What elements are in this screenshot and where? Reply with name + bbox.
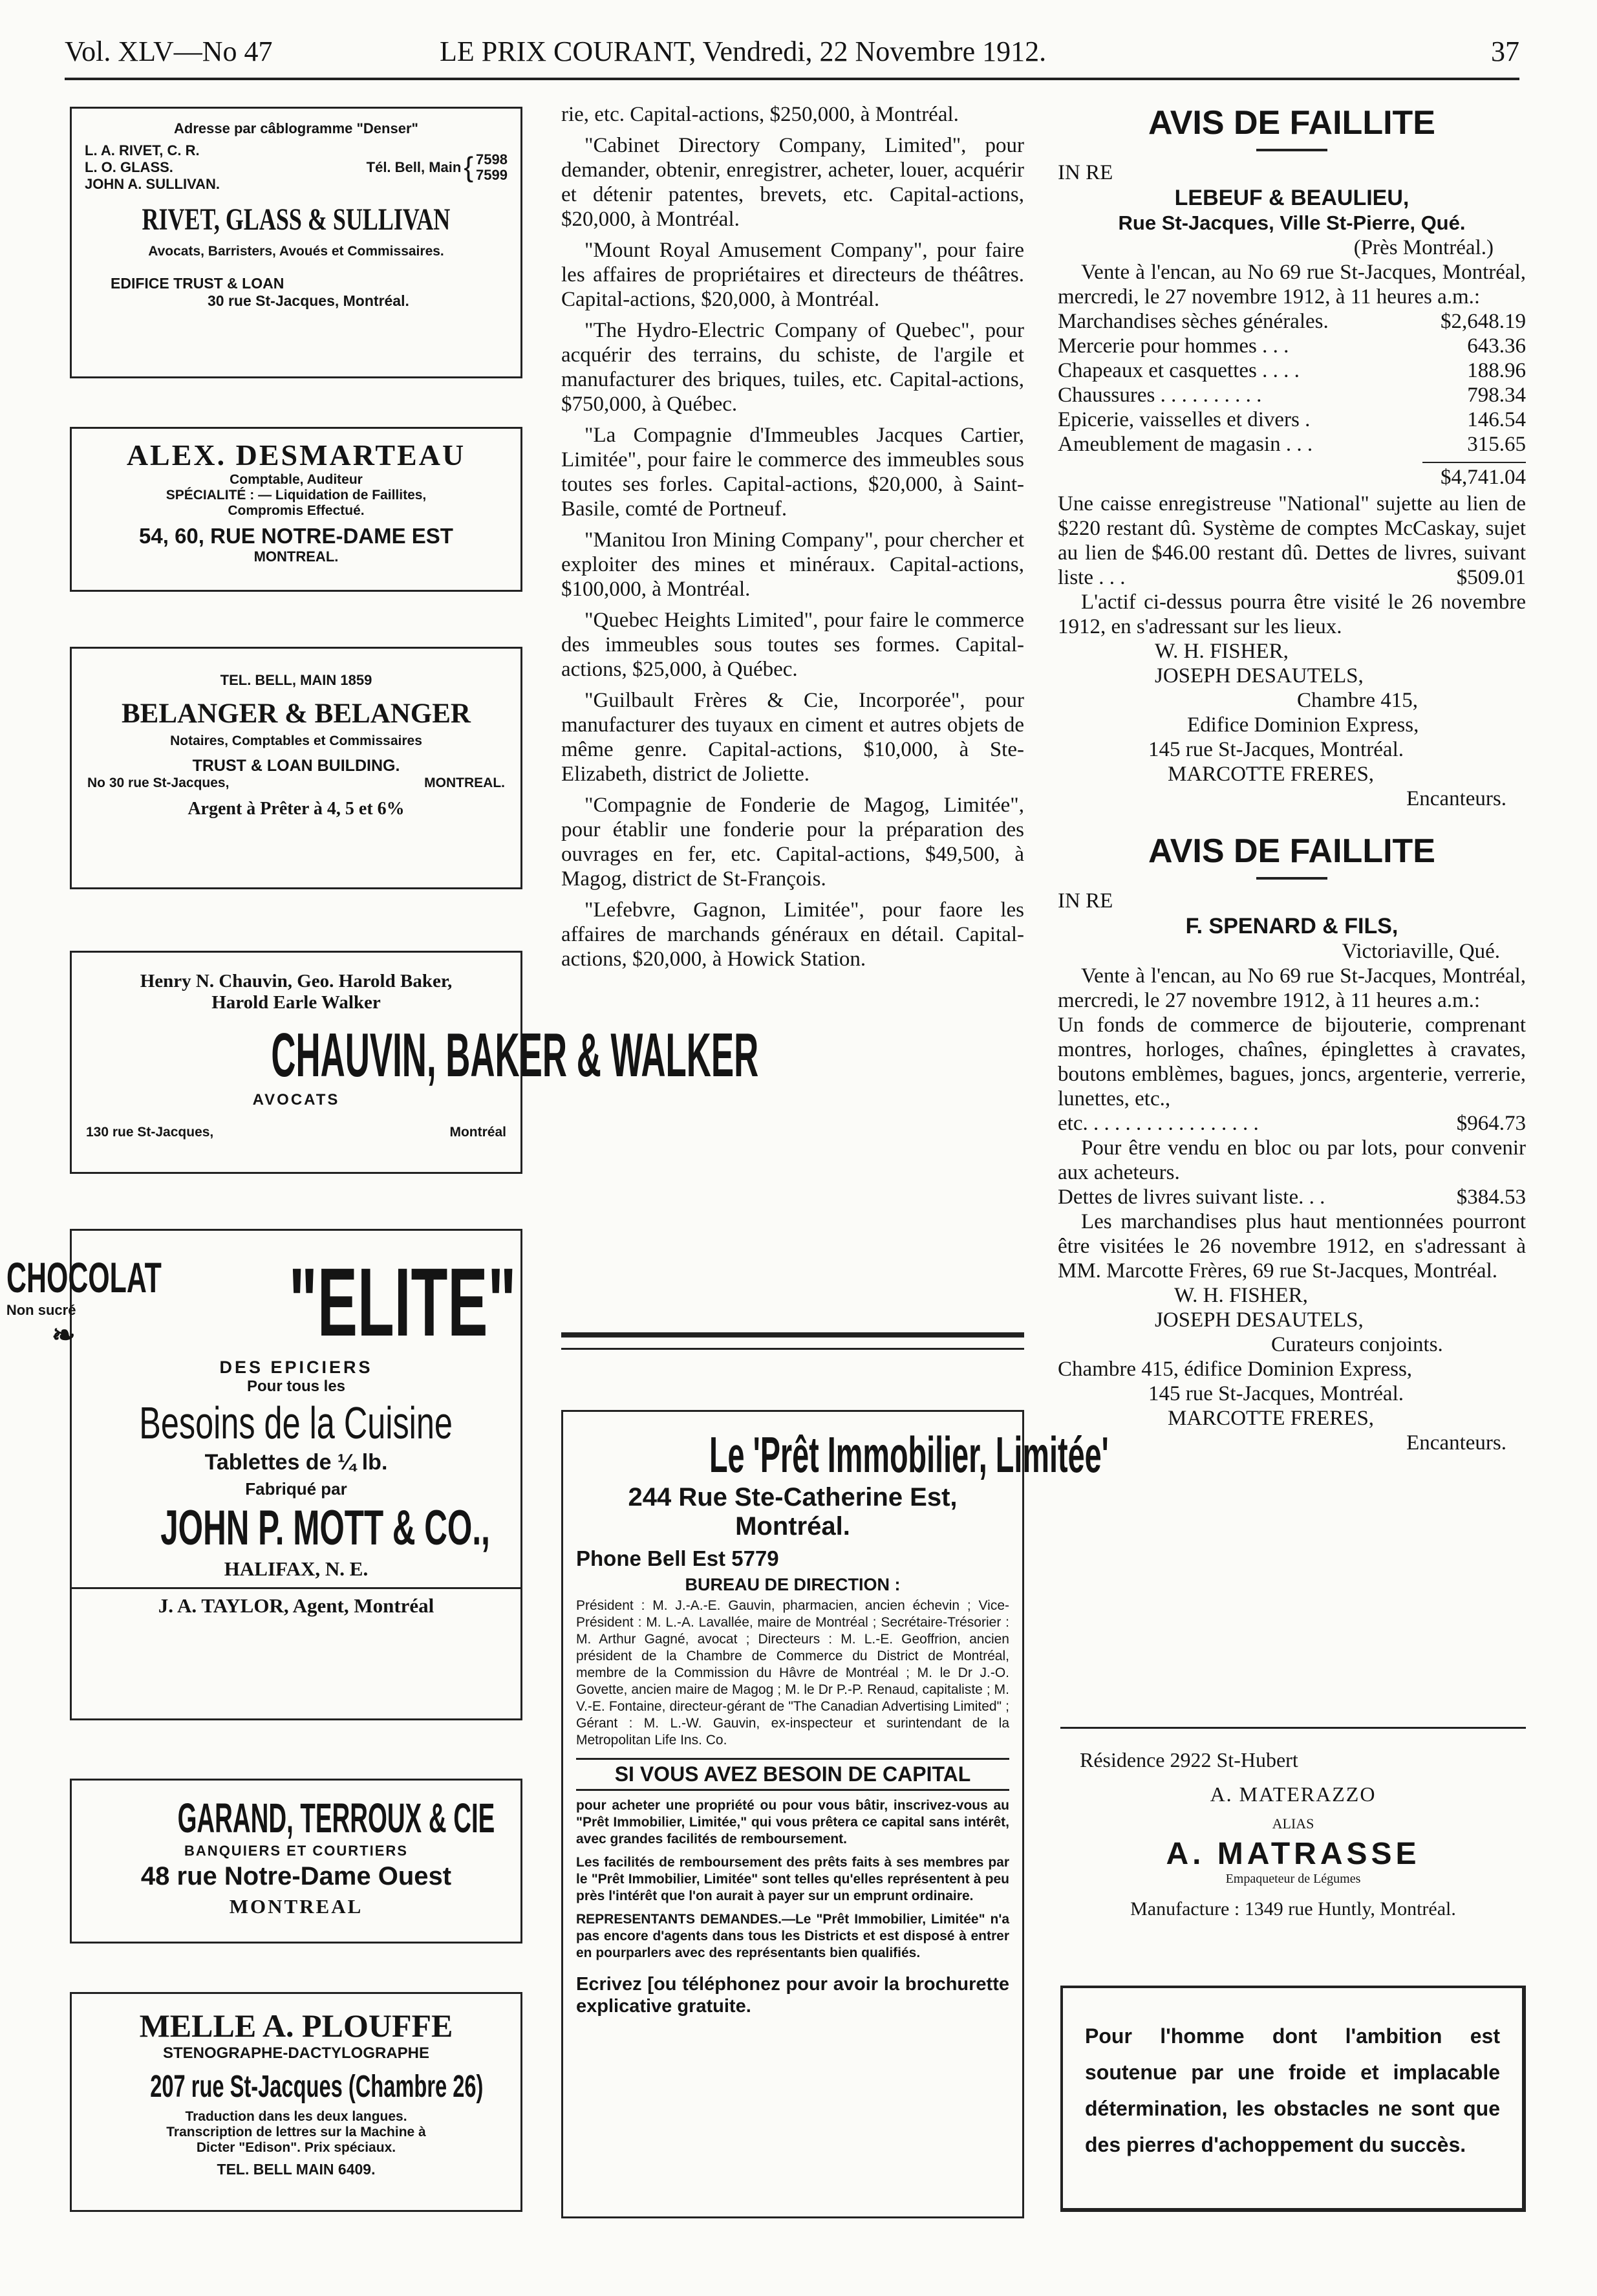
loan-rates: Argent à Prêter à 4, 5 et 6% (188, 799, 405, 819)
building-name: TRUST & LOAN BUILDING. (192, 757, 400, 775)
telephone-number: 7599 (476, 167, 508, 183)
auctioneer-role: Encanteurs. (1406, 1431, 1506, 1455)
firm-name: BELANGER & BELANGER (122, 699, 471, 729)
business-value (1058, 1111, 1526, 1136)
street-address: 130 rue St-Jacques, (86, 1125, 214, 1140)
city-name: Montréal (449, 1125, 506, 1140)
partner-names: Henry N. Chauvin, Geo. Harold Baker, (140, 971, 453, 991)
advertiser-role: Comptable, Auditeur (230, 472, 363, 487)
service-line: Transcription de lettres sur la Machine à (166, 2125, 426, 2139)
company-notice: "La Compagnie d'Immeubles Jacques Cartier, Limitée", pour faire le commerce des immeubles sous toutes ses forles. Capital-actions, $20,000, à Saint-Basile, comté de Portneuf. (561, 424, 1024, 521)
company-notice: "Compagnie de Fonderie de Magog, Limitée", pour établir une fonderie pour la préparation des ouvrages en fer, etc. Capital-actions, $49,500, à Magog, district de St-François. (561, 794, 1024, 891)
brace-glyph: { (464, 151, 474, 183)
alias-label: ALIAS (1272, 1815, 1314, 1832)
firm-role: Avocats, Barristers, Avoués et Commissaires. (148, 244, 444, 259)
signatory: JOSEPH DESAUTELS, (1155, 664, 1364, 688)
extra-assets-text: Une caisse enregistreuse "National" sujette au lien de $220 restant dû. Système de comptes McCaskay, sujet au lien de $46.00 restant dû. Dettes de livres, suivant liste . . . (1058, 492, 1526, 589)
company-notice: "Mount Royal Amusement Company", pour faire les affaires de propriétaires et directeurs de théâtres. Capital-actions, $20,000, à Montréal. (561, 239, 1024, 311)
firm-name: CHAUVIN, BAKER & WALKER (271, 1021, 759, 1090)
board-members: Président : M. J.-A.-E. Gauvin, pharmacien, ancien échevin ; Vice-Président : M. L.-A. Lavallée, maire de Montréal ; Secrétaire-Trésorier : M. Arthur Gagné, avocat ; Directeurs : M. L.-E. Geoffrion, ancien président de la Chambre de Commerce du District de Montréal, membre de la Commission du Hâvre de Montréal ; M. le Dr J.-O. Govette, ancien maire de Magog ; M. le Dr P.-P. Renaud, capitaliste ; M. V.-E. Fontaine, directeur-gérant de "The Canadian Advertising Limited" ; Gérant : M. L.-W. Gauvin, ex-inspecteur et surintendant de la Metropolitan Life Ins. Co. (576, 1598, 1009, 1748)
telephone-label: Tél. Bell, Main (366, 159, 462, 175)
notice-heading: AVIS DE FAILLITE (1148, 104, 1435, 142)
item-label: Ameublement de magasin . . . (1058, 433, 1313, 456)
sale-details: Vente à l'encan, au No 69 rue St-Jacques, Montréal, mercredi, le 27 novembre 1912, à 11 heures a.m.: (1058, 964, 1526, 1012)
capital-headline: SI VOUS AVEZ BESOIN DE CAPITAL (576, 1758, 1009, 1791)
partner-name: JOHN A. SULLIVAN. (85, 176, 220, 192)
sale-details: Vente à l'encan, au No 69 rue St-Jacques, Montréal, mercredi, le 27 novembre 1912, à 11 heures a.m.: (1058, 261, 1526, 309)
signatory: JOSEPH DESAUTELS, (1155, 1308, 1364, 1332)
business-value-label: etc. . . . . . . . . . . . . . . . . (1058, 1112, 1259, 1135)
book-debts-amount: $384.53 (1456, 1186, 1526, 1209)
debts-amount: $509.01 (1456, 566, 1526, 589)
service-line: Traduction dans les deux langues. (185, 2109, 407, 2124)
brand-line: CHOCOLAT (6, 1253, 162, 1301)
building-name: EDIFICE TRUST & LOAN (111, 275, 284, 292)
company-title: Le 'Prêt Immobilier, Limitée' (709, 1426, 1109, 1483)
middle-column (561, 102, 1024, 978)
firm-address: Rue St-Jacques, Ville St-Pierre, Qué. (1118, 211, 1466, 234)
ad-belanger (70, 647, 522, 889)
tagline-large: Besoins de la Cuisine (139, 1398, 453, 1448)
repayment-terms: Les facilités de remboursement des prêts faits à ses membres par le "Prêt Immobilier, Limitée" sont telles qu'elles représentent à peu près l'intérêt que l'on aurait à payer sur un emprunt ordinaire. (576, 1855, 1009, 1903)
advertiser-role: STENOGRAPHE-DACTYLOGRAPHE (162, 2044, 430, 2062)
ad-materazzo (1060, 1727, 1526, 1953)
visit-note: L'actif ci-dessus pourra être visité le 26 novembre 1912, en s'adressant sur les lieux. (1058, 590, 1526, 638)
loan-offer: pour acheter une propriété ou pour vous bâtir, inscrivez-vous au "Prêt Immobilier, Limitée," qui vous prêtera ce capital sans intérêt, avec grandes facilités de remboursement. (576, 1798, 1009, 1847)
advertiser-name: ALEX. DESMARTEAU (126, 439, 466, 471)
ad-chauvin-baker-walker (70, 951, 759, 1174)
cable-address: Adresse par câblogramme "Denser" (174, 120, 418, 136)
office-address: Chambre 415, édifice Dominion Express, (1058, 1358, 1413, 1381)
inventory-item (1058, 407, 1526, 432)
ad-rivet-glass-sullivan (70, 107, 522, 378)
inventory-item (1058, 383, 1526, 407)
maker-city: HALIFAX, N. E. (224, 1557, 369, 1580)
street-address: 30 rue St-Jacques, Montréal. (208, 292, 409, 309)
section-double-rule (561, 1332, 1024, 1350)
firm-role: BANQUIERS ET COURTIERS (184, 1843, 408, 1859)
street-address: No 30 rue St-Jacques, (87, 775, 230, 790)
tagline: DES EPICIERS (219, 1358, 373, 1377)
auctioneer-name: MARCOTTE FRERES, (1168, 763, 1375, 786)
inventory-item (1058, 358, 1526, 383)
item-amount: 146.54 (1467, 408, 1526, 431)
company-notice: "The Hydro-Electric Company of Quebec", pour acquérir des terrains, du schiste, de l'argile et manufacturer des briques, tuiles, etc. Capital-actions, $750,000, à Québec. (561, 319, 1024, 416)
street-address: 244 Rue Ste-Catherine Est, (628, 1483, 958, 1511)
publication-title: LE PRIX COURANT, Vendredi, 22 Novembre 1912. (440, 36, 1047, 67)
advertiser-name: MELLE A. PLOUFFE (139, 2008, 453, 2044)
city-name: Montréal. (735, 1512, 850, 1541)
phone-number: Phone Bell Est 5779 (576, 1546, 779, 1570)
package-size: Tablettes de ¼ lb. (204, 1450, 388, 1475)
company-notice: "Cabinet Directory Company, Limited", pour demander, obtenir, enregistrer, acheter, louer, acquérir et détenir patentes, brevets, etc. Capital-actions, $20,000, à Montréal. (561, 134, 1024, 231)
telephone-line: TEL. BELL, MAIN 1859 (220, 672, 372, 688)
auctioneer-role: Encanteurs. (1406, 787, 1506, 810)
specialty-detail: Compromis Effectué. (228, 503, 365, 518)
ad-chocolat-elite (6, 1229, 522, 1720)
company-notice: "Guilbault Frères & Cie, Incorporée", pour manufacturer des tuyaux en ciment et autres objets de même genre. Capital-actions, $10,000, à Ste-Elizabeth, district de Joliette. (561, 689, 1024, 786)
company-notice: "Manitou Iron Mining Company", pour chercher et exploiter des mines et minéraux. Capital-actions, $100,000, à Montréal. (561, 528, 1024, 601)
residence-address: Résidence 2922 St-Hubert (1080, 1748, 1298, 1771)
auctioneer-name: MARCOTTE FRERES, (1168, 1407, 1375, 1430)
item-label: Marchandises sèches générales. (1058, 310, 1329, 333)
telephone-line: TEL. BELL MAIN 6409. (217, 2161, 376, 2178)
page-header (65, 28, 1519, 80)
building-name: Edifice Dominion Express, (1187, 713, 1419, 737)
proprietor-name: A. MATERAZZO (1210, 1782, 1377, 1806)
item-label: Chapeaux et casquettes . . . . (1058, 359, 1300, 382)
maker-name: JOHN P. MOTT & CO., (160, 1500, 490, 1555)
header-rule (65, 78, 1519, 80)
firm-location-note: (Près Montréal.) (1353, 236, 1494, 259)
brochure-cta: Ecrivez [ou téléphonez pour avoir la brochurette explicative gratuite. (576, 1974, 1009, 2017)
company-notice: "Quebec Heights Limited", pour faire le commerce des immeubles sous toutes ses formes. Capital-actions, $25,000, à Québec. (561, 609, 1024, 681)
firm-name: RIVET, GLASS & SULLIVAN (142, 202, 451, 237)
leaf-ornament-icon: ❧ (51, 1319, 76, 1351)
partner-name: L. A. RIVET, C. R. (85, 142, 200, 158)
book-debts (1058, 1185, 1526, 1209)
heading-rule (1256, 149, 1327, 151)
book-debts-label: Dettes de livres suivant liste. . . (1058, 1186, 1325, 1209)
item-label: Epicerie, vaisselles et divers . (1058, 408, 1311, 431)
inventory-item (1058, 432, 1526, 457)
item-label: Chaussures . . . . . . . . . . (1058, 384, 1262, 407)
partner-names: Harold Earle Walker (211, 992, 381, 1013)
right-column (1058, 102, 1526, 1455)
visit-note: Les marchandises plus haut mentionnées pourront être visitées le 26 novembre 1912, en s'adressant à MM. Marcotte Frères, 69 rue St-Jacques, Montréal. (1058, 1210, 1526, 1283)
tagline: Pour tous les (246, 1378, 346, 1395)
board-heading: BUREAU DE DIRECTION : (685, 1575, 901, 1594)
product-name: "ELITE" (288, 1248, 517, 1356)
item-label: Mercerie pour hommes . . . (1058, 334, 1289, 358)
firm-role: AVOCATS (252, 1091, 340, 1109)
item-amount: 798.34 (1467, 384, 1526, 407)
in-re-label: IN RE (1058, 889, 1113, 913)
city-name: MONTREAL (229, 1895, 363, 1918)
inventory-item (1058, 334, 1526, 358)
ad-plouffe (70, 1992, 522, 2212)
firm-name: GARAND, TERROUX & CIE (177, 1795, 495, 1841)
notice-heading: AVIS DE FAILLITE (1148, 832, 1435, 870)
street-address: 48 rue Notre-Dame Ouest (140, 1862, 452, 1890)
street-address: 54, 60, RUE NOTRE-DAME EST (139, 524, 453, 548)
specialty: SPÉCIALITÉ : — Liquidation de Faillites, (166, 488, 427, 503)
item-amount: 188.96 (1467, 359, 1526, 382)
service-line: Dicter "Edison". Prix spéciaux. (196, 2140, 396, 2155)
curator-role: Curateurs conjoints. (1271, 1333, 1443, 1356)
firm-city: Victoriaville, Qué. (1342, 940, 1500, 963)
sale-terms: Pour être vendu en bloc ou par lots, pour convenir aux acheteurs. (1058, 1136, 1526, 1184)
factory-address: Manufacture : 1349 rue Huntly, Montréal. (1130, 1898, 1456, 1920)
inventory-item (1058, 309, 1526, 334)
page-number: 37 (1491, 36, 1519, 67)
city-name: MONTREAL. (253, 548, 339, 565)
company-notice: rie, etc. Capital-actions, $250,000, à Montréal. (561, 103, 959, 126)
inventory-total: $4,741.04 (1441, 466, 1526, 489)
trade-role: Empaqueteur de Légumes (1225, 1872, 1361, 1886)
telephone-number: 7598 (476, 151, 508, 168)
volume-number: Vol. XLV—No 47 (65, 36, 273, 67)
partner-name: L. O. GLASS. (85, 159, 173, 175)
bankrupt-firm: F. SPENARD & FILS, (1185, 914, 1399, 938)
agent-line: J. A. TAYLOR, Agent, Montréal (72, 1587, 520, 1618)
street-address: 145 rue St-Jacques, Montréal. (1148, 1382, 1404, 1405)
item-amount: $2,648.19 (1441, 310, 1526, 333)
signatory: W. H. FISHER, (1155, 640, 1289, 663)
representatives-wanted: REPRESENTANTS DEMANDES.—Le "Prêt Immobilier, Limitée" n'a pas encore d'agents dans tous les Districts et est disposé à entrer en pourparlers avec des représentants bien qualifiés. (576, 1912, 1009, 1960)
ambition-quote: Pour l'homme dont l'ambition est soutenue par une froide et implacable détermination, les obstacles ne sont que des pierres d'achoppement du succès. (1085, 2024, 1500, 2156)
office-number: Chambre 415, (1297, 689, 1418, 712)
maker-label: Fabriqué par (245, 1479, 347, 1499)
street-address: 145 rue St-Jacques, Montréal. (1148, 738, 1404, 761)
street-address: 207 rue St-Jacques (Chambre 26) (150, 2070, 484, 2104)
item-amount: 315.65 (1467, 433, 1526, 456)
signatory: W. H. FISHER, (1174, 1284, 1308, 1307)
ad-pret-immobilier (561, 1410, 1109, 2218)
inventory-list (1058, 309, 1526, 457)
firm-role: Notaires, Comptables et Commissaires (170, 733, 422, 748)
item-amount: 643.36 (1467, 334, 1526, 358)
trade-name: A. MATRASSE (1166, 1837, 1420, 1871)
ad-garand-terroux (70, 1779, 522, 1944)
quote-box (1060, 1986, 1526, 2212)
bankrupt-firm: LEBEUF & BEAULIEU, (1174, 186, 1409, 210)
company-notice: "Lefebvre, Gagnon, Limitée", pour faore les affaires de marchands généraux en détail. Capital-actions, $20,000, à Howick Station. (561, 898, 1024, 971)
in-re-label: IN RE (1058, 161, 1113, 184)
sub-brand: Non sucré (6, 1301, 76, 1318)
ad-desmarteau (70, 427, 522, 592)
city-name: MONTREAL. (424, 775, 505, 790)
heading-rule (1256, 877, 1327, 880)
extra-assets-note (1058, 492, 1526, 590)
business-description: Un fonds de commerce de bijouterie, comprenant montres, horloges, chaînes, épinglettes à cravates, boutons emblèmes, bagues, joncs, argenterie, verrerie, lunettes, etc., (1058, 1013, 1526, 1110)
business-value-amount: $964.73 (1456, 1112, 1526, 1135)
